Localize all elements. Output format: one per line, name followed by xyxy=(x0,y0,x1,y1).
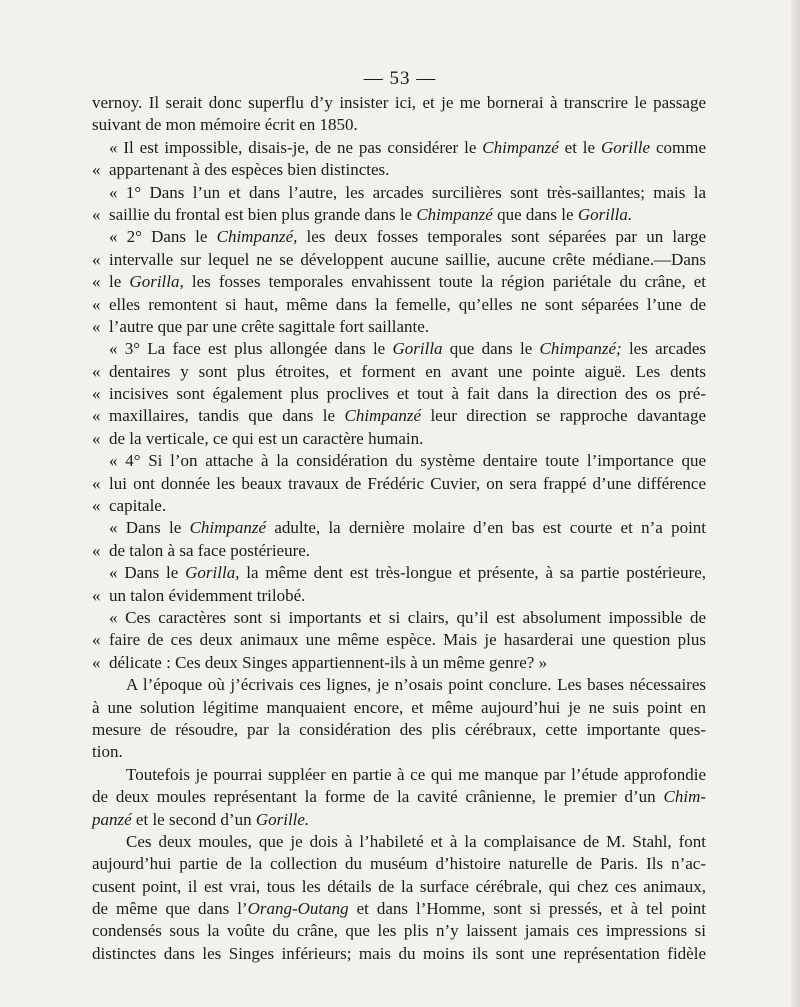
text-line: vernoy. Il serait donc superflu d’y insister ici, et je me bornerai à transcrire le passage xyxy=(92,93,706,112)
text-line: Ces deux moules, que je dois à l’habileté et à la complaisance de M. Stahl, font xyxy=(126,831,706,851)
text-line: « un talon évidemment trilobé. xyxy=(92,585,306,605)
text-line: A l’époque où j’écrivais ces lignes, je n’osais point conclure. Les bases nécessaires xyxy=(126,675,706,695)
text-line: « Ces caractères sont si importants et si clairs, qu’il est absolument impossible de xyxy=(109,607,706,627)
text-line: mesure de résoudre, par la considération des plis cérébraux, cette importante ques- xyxy=(92,719,706,739)
text-line: « 2° Dans le Chimpanzé, les deux fosses temporales sont séparées par un large xyxy=(109,227,707,247)
text-line: condensés sous la voûte du crâne, que les plis n’y laissent jamais ces impressions si xyxy=(92,921,706,941)
text-line: « Dans le Gorilla, la même dent est très-longue et présente, à sa partie postérieure, xyxy=(109,563,707,583)
text-line: aujourd’hui partie de la collection du muséum d’histoire naturelle de Paris. Ils n’ac- xyxy=(92,854,706,874)
text-line: « dentaires y sont plus étroites, et forment en avant une pointe aiguë. Les dents xyxy=(92,361,706,381)
text-line: distinctes dans les Singes inférieurs; mais du moins ils sont une représentation fidèle xyxy=(92,943,706,963)
text-line: « 3° La face est plus allongée dans le Gorilla que dans le Chimpanzé; les arcades xyxy=(109,339,707,359)
text-line: tion. xyxy=(92,742,123,762)
text-line: « elles remontent si haut, même dans la femelle, qu’elles ne sont séparées l’une de xyxy=(92,294,706,314)
text-line: « 1° Dans l’un et dans l’autre, les arcades surcilières sont très-saillantes; mais la xyxy=(109,182,706,202)
text-line: cusent point, il est vrai, tous les détails de la surface cérébrale, qui chez ces animaux, xyxy=(92,876,706,896)
text-line: « faire de ces deux animaux une même espèce. Mais je hasarderai une question plus xyxy=(92,630,706,650)
text-line: « Dans le Chimpanzé adulte, la dernière molaire d’en bas est courte et n’a point xyxy=(109,518,707,538)
text-line: Toutefois je pourrai suppléer en partie à ce qui me manque par l’étude approfondie xyxy=(126,764,706,784)
text-line: « Il est impossible, disais-je, de ne pas considérer le Chimpanzé et le Gorille comme xyxy=(109,137,707,157)
text-line: « lui ont donnée les beaux travaux de Frédéric Cuvier, on sera frappé d’une différence xyxy=(92,473,706,493)
page-edge xyxy=(791,0,800,1007)
body-text xyxy=(92,92,706,965)
text-line: de même que dans l’Orang-Outang et dans l’Homme, sont si pressés, et à tel point xyxy=(92,899,707,919)
page-number: — 53 — xyxy=(363,68,437,89)
text-line: à une solution légitime manquaient encore, et même aujourd’hui je ne suis point en xyxy=(92,697,706,717)
text-line: « intervalle sur lequel ne se développent aucune saillie, aucune crête médiane.—Dans xyxy=(92,249,706,269)
text-line: « appartenant à des espèces bien distinctes. xyxy=(92,160,390,180)
text-line: « de talon à sa face postérieure. xyxy=(92,540,311,560)
text-line: « le Gorilla, les fosses temporales envahissent toute la région pariétale du crâne, et xyxy=(92,272,707,292)
text-line: « l’autre que par une crête sagittale fort saillante. xyxy=(92,316,430,336)
text-line: panzé et le second d’un Gorille. xyxy=(92,809,310,829)
text-line: « délicate : Ces deux Singes appartiennent-ils à un même genre? » xyxy=(92,652,548,672)
text-line: de deux moules représentant la forme de la cavité crânienne, le premier d’un Chim- xyxy=(92,787,707,807)
text-line: « 4° Si l’on attache à la considération du système dentaire toute l’importance que xyxy=(109,451,706,471)
text-line: « de la verticale, ce qui est un caractère humain. xyxy=(92,428,424,448)
text-line: « incisives sont également plus proclives et tout à fait dans la direction des os pré- xyxy=(92,384,706,404)
text-line: « saillie du frontal est bien plus grande dans le Chimpanzé que dans le Gorilla. xyxy=(92,204,633,224)
text-line: suivant de mon mémoire écrit en 1850. xyxy=(92,115,358,135)
text-line: « maxillaires, tandis que dans le Chimpanzé leur direction se rapproche davantage xyxy=(92,406,707,426)
text-line: « capitale. xyxy=(92,496,167,516)
